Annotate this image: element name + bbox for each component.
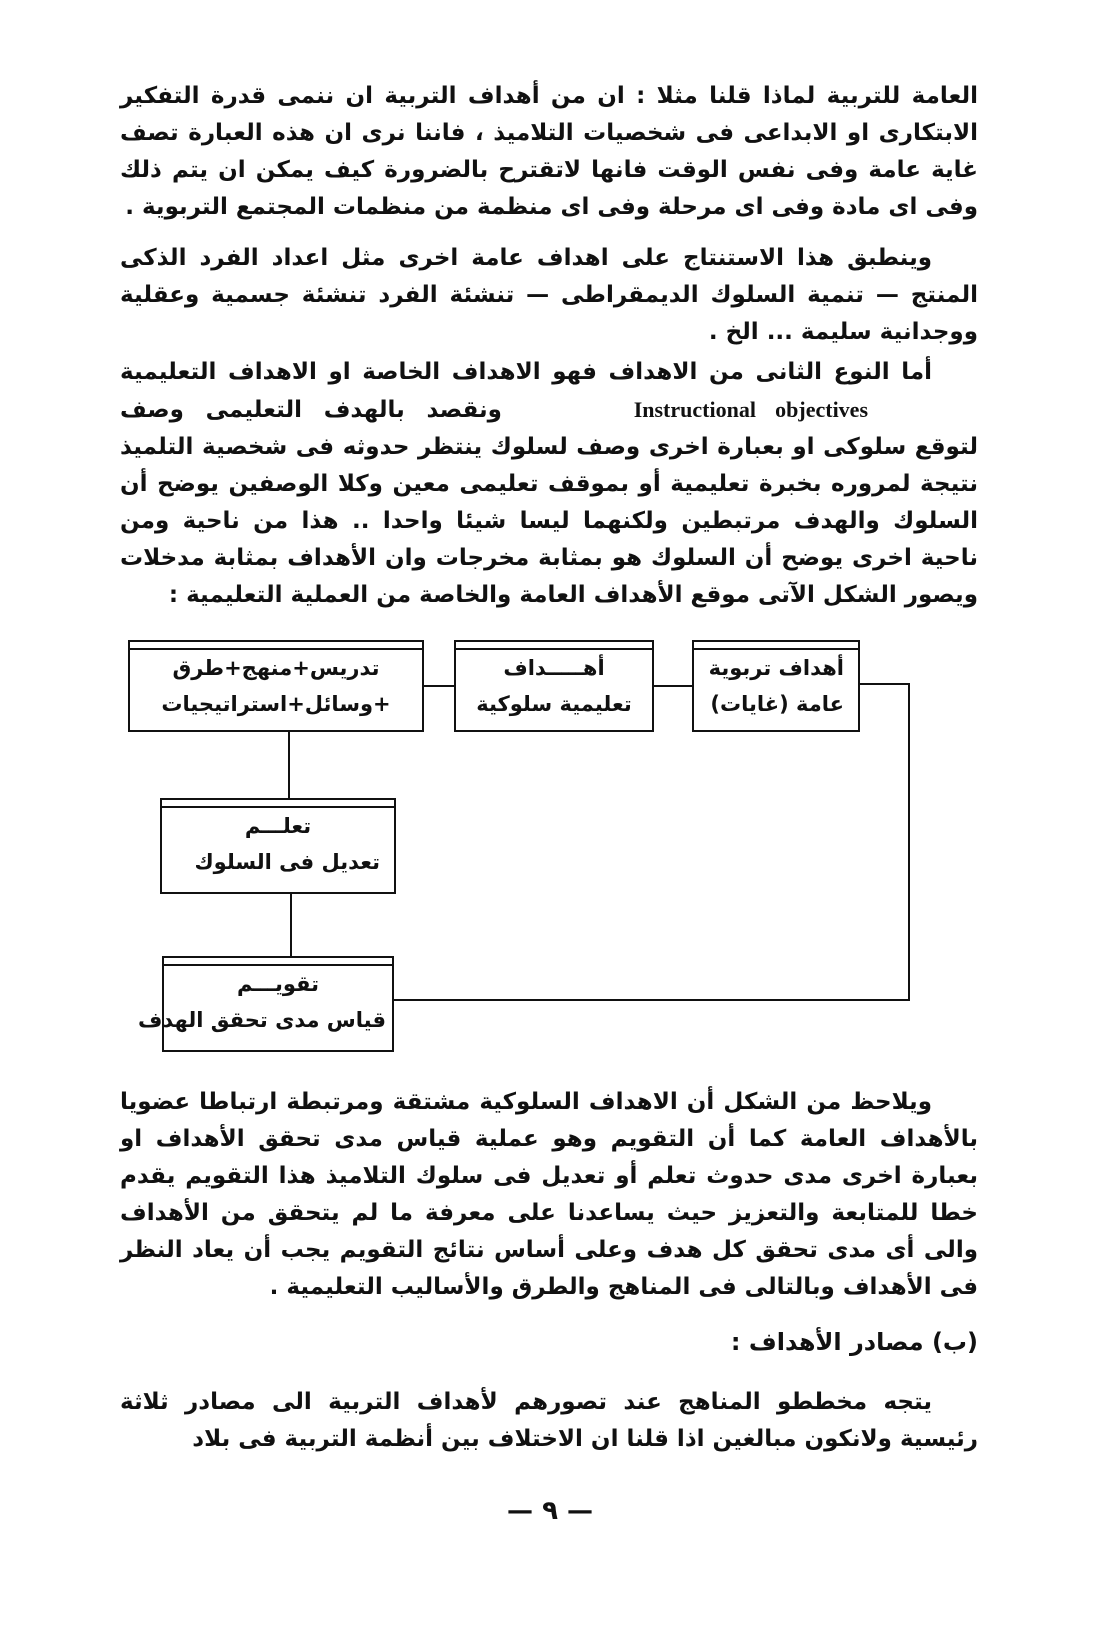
box-line: تعديل فى السلوك [194,850,380,874]
paragraph-text: ويلاحظ من الشكل أن الاهداف السلوكية مشتقة ومرتبطة ارتباطا عضويا بالأهداف العامة كما أن التقويم وهو عملية قياس مدى تحقق الأهداف او بعبارة اخرى مدى حدوث تعلم أو تعديل فى سلوك التلاميذ هذا التقويم يقدم خطا للمتابعة والتعزيز حيث يساعدنا على معرفة ما لم يتحقق من الأهداف والى أى مدى تحقق كل هدف وعلى أساس نتائج التقويم يجب أن يعاد النظر فى الأهداف وبالتالى فى المناهج والطرق والأساليب التعليمية . [120,1089,978,1300]
box-line: أهداف تربوية [708,656,844,680]
paragraph-sources [120,1384,978,1458]
paragraph-other-goals [120,240,978,351]
connector-line [908,683,910,1001]
box-general-goals [692,640,860,732]
box-learning [160,798,396,894]
english-term: Instructional objectives [633,397,869,422]
connector-line [394,999,910,1001]
paragraph-evaluation [120,1084,978,1306]
box-evaluation [137,956,394,1052]
paragraph-text-part: أما النوع الثانى من الاهداف فهو الاهداف الخاصة او الاهداف التعليمية [120,359,932,385]
box-behavioral-objectives [454,640,654,732]
box-line: تعلـــم [244,814,312,838]
page-number: — ٩ — [507,1496,593,1526]
box-line: عامة (غايات) [710,692,844,716]
paragraph-text-part: ونقصد بالهدف التعليمى وصف لتوقع سلوكى او بعبارة اخرى وصف لسلوك ينتظر حدوثه فى شخصية التلميذ نتيجة لمروره بخبرة تعليمية أو بموقف تعليمى معين وكلا الوصفين يوضح أن السلوك والهدف مرتبطين ولكنهما ليسا شيئا واحدا .. هذا من ناحية ومن ناحية اخرى يوضح أن السلوك هو بمثابة مخرجات وان الأهداف بمثابة مدخلات ويصور الشكل الآتى موقع الأهداف العامة والخاصة من العملية التعليمية : [120,397,978,608]
section-heading: (ب) مصادر الأهداف : [730,1328,978,1356]
box-line: أهـــــداف [503,656,605,680]
connector-line [654,685,692,687]
box-line: +وسائل+استراتيجيات [161,692,391,716]
paragraph-text: يتجه مخططو المناهج عند تصورهم لأهداف التربية الى مصادر ثلاثة رئيسية ولانكون مبالغين اذا قلنا ان الاختلاف بين أنظمة التربية فى بلاد [120,1389,978,1452]
box-line: تقويـــم [236,972,320,996]
connector-line [288,732,290,798]
box-line: تعليمية سلوكية [476,692,632,716]
paragraph-text [120,354,978,614]
box-teaching-methods [128,640,424,732]
connector-line [860,683,910,685]
box-line: تدريس+منهج+طرق [172,656,380,680]
paragraph-general-goals [120,78,978,226]
connector-line [290,894,292,956]
connector-line [424,685,454,687]
box-line: قياس مدى تحقق الهدف [137,1008,386,1032]
paragraph-instructional-objectives [120,354,978,614]
paragraph-text: العامة للتربية لماذا قلنا مثلا : ان من أهداف التربية ان ننمى قدرة التفكير الابتكارى او الابداعى فى شخصيات التلاميذ ، فاننا نرى ان هذه العبارة تصف غاية عامة وفى نفس الوقت فانها لاتقترح بالضرورة كيف يمكن ان يتم ذلك وفى اى مادة وفى اى مرحلة وفى اى منظمة من منظمات المجتمع التربوية . [120,83,978,220]
paragraph-text: وينطبق هذا الاستنتاج على اهداف عامة اخرى مثل اعداد الفرد الذكى المنتج — تنمية السلوك الديمقراطى — تنشئة الفرد تنشئة جسمية وعقلية ووجدانية سليمة ... الخ . [120,245,978,345]
